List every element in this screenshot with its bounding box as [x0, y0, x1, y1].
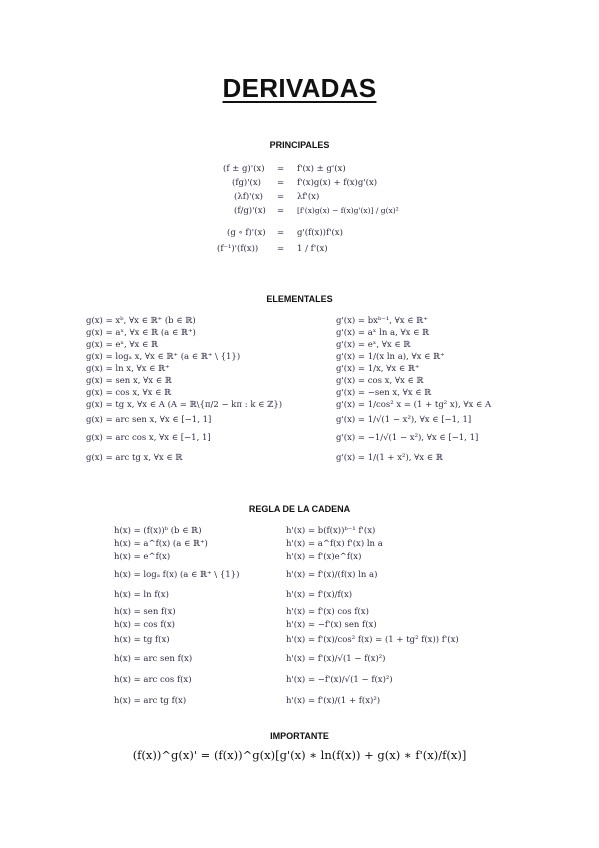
cadena-function: h(x) = arc sen f(x): [114, 654, 193, 664]
cadena-derivative: h'(x) = b(f(x))ᵇ⁻¹ f'(x): [286, 526, 376, 536]
cadena-derivative: h'(x) = f'(x) cos f(x): [286, 607, 369, 617]
cadena-function: h(x) = arc cos f(x): [114, 675, 192, 685]
cadena-derivative: h'(x) = −f'(x)/√(1 − f(x)²): [286, 675, 393, 685]
elementales-derivative: g'(x) = 1/(x ln a), ∀x ∈ ℝ⁺: [336, 352, 445, 362]
principales-rhs: f'(x) ± g'(x): [297, 164, 346, 174]
cadena-function: h(x) = a^f(x) (a ∈ ℝ⁺): [114, 539, 208, 549]
cadena-derivative: h'(x) = a^f(x) f'(x) ln a: [286, 539, 383, 549]
cadena-function: h(x) = ln f(x): [114, 590, 169, 600]
cadena-function: h(x) = sen f(x): [114, 607, 176, 617]
principales-eq: =: [277, 206, 285, 216]
elementales-derivative: g'(x) = −1/√(1 − x²), ∀x ∈ [−1, 1]: [336, 433, 479, 443]
cadena-function: h(x) = tg f(x): [114, 635, 170, 645]
elementales-function: g(x) = arc cos x, ∀x ∈ [−1, 1]: [86, 433, 211, 443]
section-importante-heading: IMPORTANTE: [270, 731, 329, 741]
cadena-function: h(x) = arc tg f(x): [114, 696, 187, 706]
principales-lhs: (f/g)'(x): [234, 206, 266, 216]
elementales-derivative: g'(x) = aˣ ln a, ∀x ∈ ℝ: [336, 328, 430, 338]
principales-block: [215, 160, 415, 270]
cadena-derivative: h'(x) = f'(x)/√(1 − f(x)²): [286, 654, 386, 664]
elementales-function: g(x) = arc tg x, ∀x ∈ ℝ: [86, 453, 183, 463]
elementales-derivative: g'(x) = eˣ, ∀x ∈ ℝ: [336, 340, 411, 350]
cadena-derivative: h'(x) = f'(x)/(f(x) ln a): [286, 570, 378, 580]
elementales-block: [86, 316, 546, 476]
principales-rhs: 1 / f'(x): [297, 244, 328, 254]
cadena-derivative: h'(x) = f'(x)/(1 + f(x)²): [286, 696, 381, 706]
elementales-derivative: g'(x) = 1/cos² x = (1 + tg² x), ∀x ∈ A: [336, 400, 492, 410]
elementales-function: g(x) = logₐ x, ∀x ∈ ℝ⁺ (a ∈ ℝ⁺ \ {1}): [86, 352, 241, 362]
principales-lhs: (f ± g)'(x): [223, 164, 265, 174]
cadena-derivative: h'(x) = −f'(x) sen f(x): [286, 620, 377, 630]
page-title: DERIVADAS: [222, 73, 377, 103]
elementales-function: g(x) = eˣ, ∀x ∈ ℝ: [86, 340, 159, 350]
principales-lhs: (fg)'(x): [232, 178, 261, 188]
importante-formula: (f(x))^g(x)' = (f(x))^g(x)[g'(x) ∗ ln(f(x)) + g(x) ∗ f'(x)/f(x)]: [132, 748, 467, 762]
elementales-function: g(x) = tg x, ∀x ∈ A (A = ℝ\{π/2 − kπ : k ∈ ℤ}): [86, 400, 283, 410]
principales-rhs: f'(x)g(x) + f(x)g'(x): [297, 178, 378, 188]
cadena-derivative: h'(x) = f'(x)/f(x): [286, 590, 353, 600]
elementales-function: g(x) = aˣ, ∀x ∈ ℝ (a ∈ ℝ⁺): [86, 328, 196, 338]
elementales-derivative: g'(x) = cos x, ∀x ∈ ℝ: [336, 376, 424, 386]
section-elementales-heading: ELEMENTALES: [266, 294, 333, 304]
principales-rhs: λf'(x): [297, 192, 320, 202]
elementales-function: g(x) = xᵇ, ∀x ∈ ℝ⁺ (b ∈ ℝ): [86, 316, 196, 326]
elementales-function: g(x) = ln x, ∀x ∈ ℝ⁺: [86, 364, 170, 374]
principales-eq: =: [277, 192, 285, 202]
principales-eq: =: [277, 244, 285, 254]
elementales-derivative: g'(x) = 1/(1 + x²), ∀x ∈ ℝ: [336, 453, 443, 463]
cadena-derivative: h'(x) = f'(x)/cos² f(x) = (1 + tg² f(x)) f'(x): [286, 635, 459, 645]
cadena-function: h(x) = logₐ f(x) (a ∈ ℝ⁺ \ {1}): [114, 570, 240, 580]
cadena-function: h(x) = e^f(x): [114, 552, 171, 562]
principales-lhs: (λf)'(x): [234, 192, 263, 202]
elementales-function: g(x) = sen x, ∀x ∈ ℝ: [86, 376, 172, 386]
elementales-function: g(x) = arc sen x, ∀x ∈ [−1, 1]: [86, 415, 212, 425]
section-cadena-heading: REGLA DE LA CADENA: [248, 504, 351, 514]
principales-rhs: g'(f(x))f'(x): [297, 228, 343, 238]
principales-eq: =: [277, 164, 285, 174]
section-principales-heading: PRINCIPALES: [269, 140, 330, 150]
principales-eq: =: [277, 178, 285, 188]
cadena-block: [114, 526, 534, 716]
elementales-function: g(x) = cos x, ∀x ∈ ℝ: [86, 388, 172, 398]
principales-lhs: (f⁻¹)'(f(x)): [217, 244, 259, 254]
principales-lhs: (g ∘ f)'(x): [227, 228, 266, 238]
cadena-function: h(x) = (f(x))ᵇ (b ∈ ℝ): [114, 526, 202, 536]
elementales-derivative: g'(x) = −sen x, ∀x ∈ ℝ: [336, 388, 432, 398]
elementales-derivative: g'(x) = bxᵇ⁻¹, ∀x ∈ ℝ⁺: [336, 316, 428, 326]
principales-rhs: [f'(x)g(x) − f(x)g'(x)] / g(x)²: [297, 206, 399, 215]
cadena-function: h(x) = cos f(x): [114, 620, 175, 630]
principales-eq: =: [277, 228, 285, 238]
cadena-derivative: h'(x) = f'(x)e^f(x): [286, 552, 362, 562]
elementales-derivative: g'(x) = 1/√(1 − x²), ∀x ∈ [−1, 1]: [336, 415, 472, 425]
elementales-derivative: g'(x) = 1/x, ∀x ∈ ℝ⁺: [336, 364, 420, 374]
